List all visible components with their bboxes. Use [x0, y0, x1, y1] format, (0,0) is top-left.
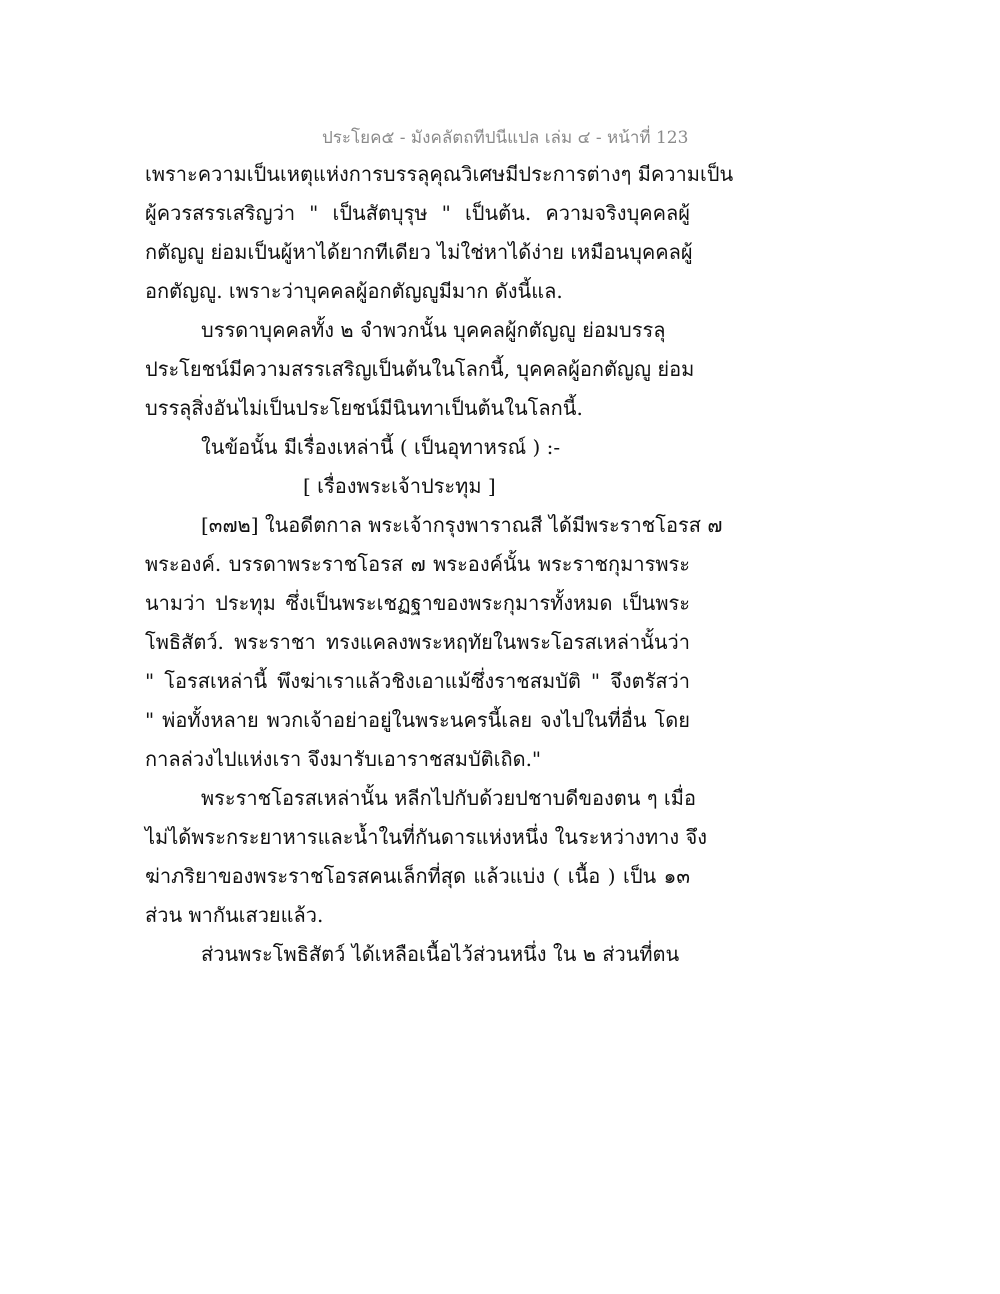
text-line: พระราชโอรสเหล่านั้น หลีกไปกับด้วยปชาบดีของตน ๆ เมื่อ	[201, 786, 696, 810]
story-title: [ เรื่องพระเจ้าประทุม ]	[303, 474, 496, 498]
text-line: [๓๗๒] ในอดีตกาล พระเจ้ากรุงพาราณสี ได้มีพระราชโอรส ๗	[201, 513, 723, 537]
text-line: กาลล่วงไปแห่งเรา จึงมารับเอาราชสมบัติเถิด."	[145, 747, 542, 771]
text-line: กตัญญู ย่อมเป็นผู้หาได้ยากทีเดียว ไม่ใช่หาได้ง่าย เหมือนบุคคลผู้	[145, 240, 693, 264]
text-line: ประโยชน์มีความสรรเสริญเป็นต้นในโลกนี้, บุคคลผู้อกตัญญู ย่อม	[145, 357, 695, 381]
text-line: บรรดาบุคคลทั้ง ๒ จำพวกนั้น บุคคลผู้กตัญญู ย่อมบรรลุ	[201, 318, 666, 342]
text-line: ไม่ได้พระกระยาหารและน้ำในที่กันดารแห่งหนึ่ง ในระหว่างทาง จึง	[145, 825, 707, 849]
text-line: ฆ่าภริยาของพระราชโอรสคนเล็กที่สุด แล้วแบ่ง ( เนื้อ ) เป็น ๑๓	[145, 864, 690, 888]
running-header: ประโยค๕ - มังคลัตถทีปนีแปล เล่ม ๔ - หน้าที่ 123	[322, 128, 689, 148]
text-line: ส่วน พากันเสวยแล้ว.	[145, 903, 324, 927]
text-line: บรรลุสิ่งอันไม่เป็นประโยชน์มีนินทาเป็นต้นในโลกนี้.	[145, 396, 583, 420]
text-line: ส่วนพระโพธิสัตว์ ได้เหลือเนื้อไว้ส่วนหนึ่ง ใน ๒ ส่วนที่ตน	[201, 942, 680, 966]
text-line: นามว่า ประทุม ซึ่งเป็นพระเชฏฐาของพระกุมารทั้งหมด เป็นพระ	[145, 591, 690, 615]
text-line: พระองค์. บรรดาพระราชโอรส ๗ พระองค์นั้น พระราชกุมารพระ	[145, 552, 690, 576]
text-line: " พ่อทั้งหลาย พวกเจ้าอย่าอยู่ในพระนครนี้เลย จงไปในที่อื่น โดย	[145, 708, 690, 732]
text-line: อกตัญญู. เพราะว่าบุคคลผู้อกตัญญูมีมาก ดังนี้แล.	[145, 279, 563, 303]
text-line: โพธิสัตว์. พระราชา ทรงแคลงพระหฤทัยในพระโอรสเหล่านั้นว่า	[145, 630, 690, 654]
body-text	[145, 155, 734, 974]
text-line: ในข้อนั้น มีเรื่องเหล่านี้ ( เป็นอุทาหรณ์ ) :-	[201, 435, 561, 459]
text-line: ผู้ควรสรรเสริญว่า " เป็นสัตบุรุษ " เป็นต้น. ความจริงบุคคลผู้	[145, 201, 690, 225]
text-line: เพราะความเป็นเหตุแห่งการบรรลุคุณวิเศษมีประการต่างๆ มีความเป็น	[145, 162, 734, 186]
text-line: " โอรสเหล่านี้ พึงฆ่าเราแล้วชิงเอาแม้ซึ่งราชสมบัติ " จึงตรัสว่า	[145, 669, 690, 693]
